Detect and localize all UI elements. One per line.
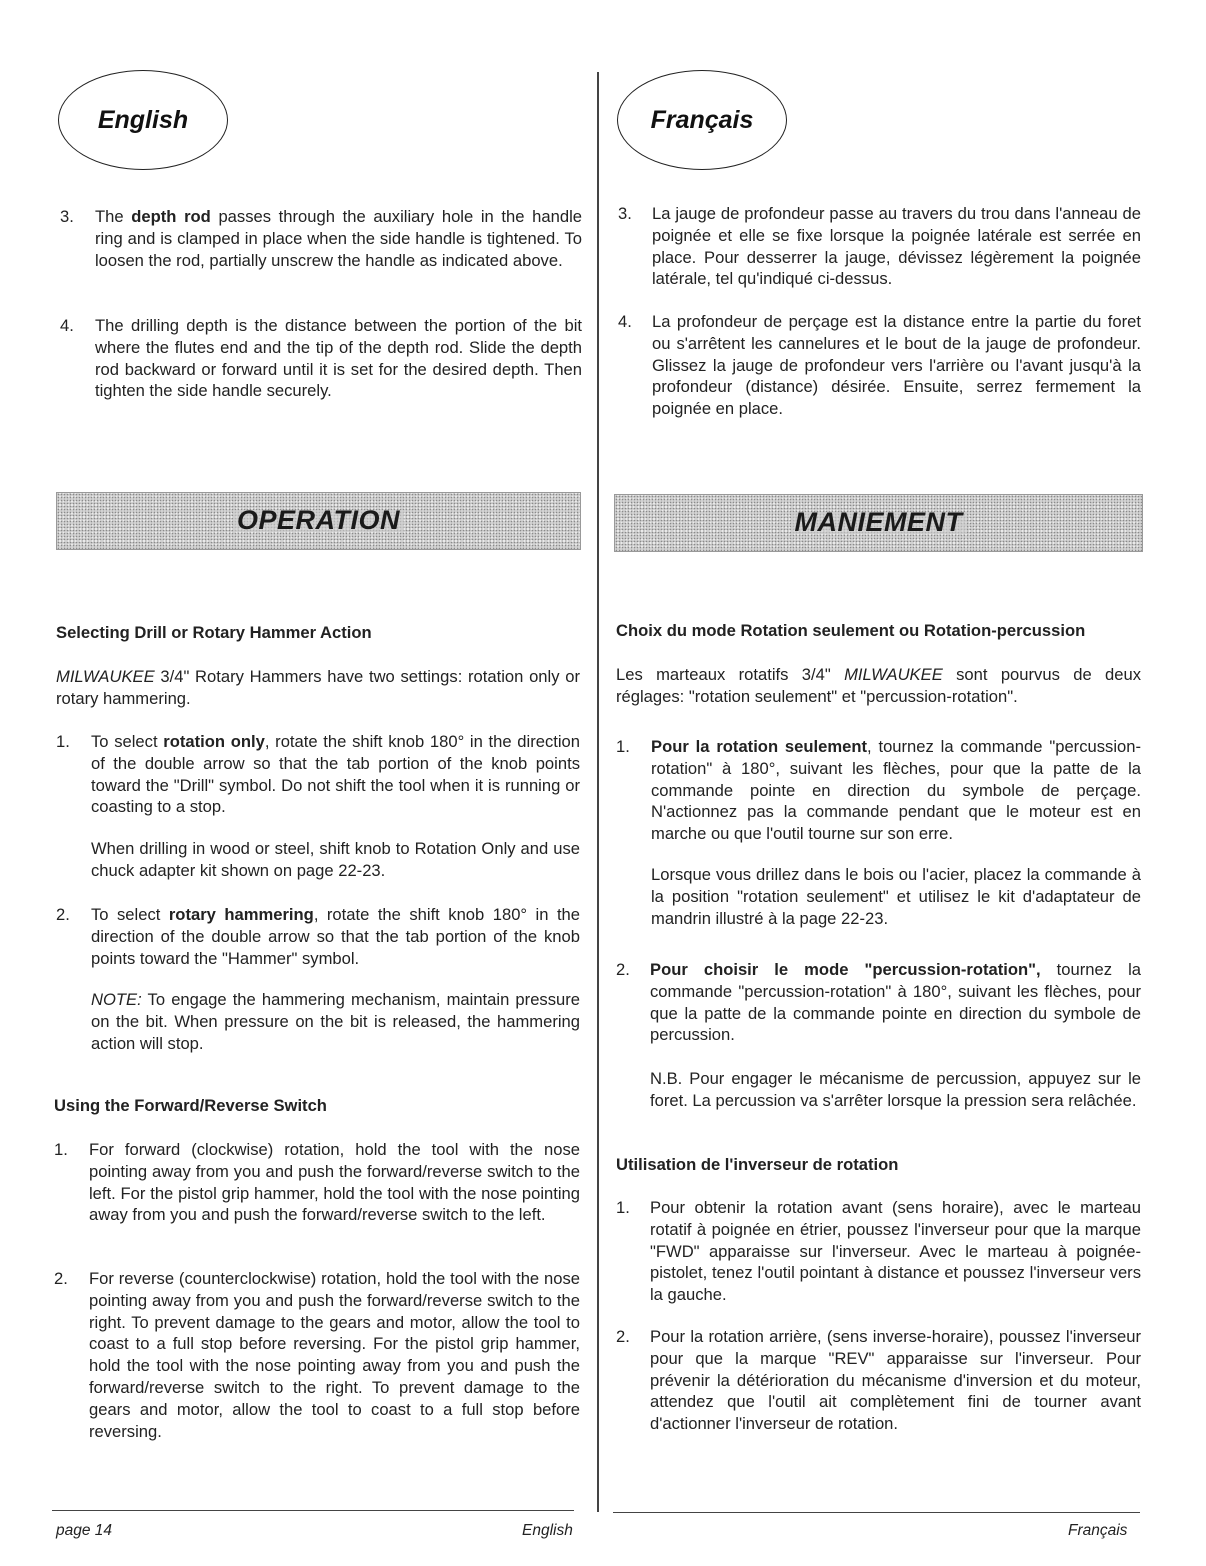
item-number: 1. (56, 732, 70, 751)
maniement-banner (614, 494, 1143, 552)
item-number: 3. (60, 207, 74, 226)
fr-intro-paragraph: Les marteaux rotatifs 3/4" MILWAUKEE sont pourvus de deux réglages: "rotation seulement" et "percussion-rotation". (616, 665, 1142, 706)
brand-name: MILWAUKEE (844, 665, 943, 684)
item-text: Pour obtenir la rotation avant (sens horaire), avec le marteau rotatif à poignée en étrier, poussez l'inverseur pour que la marque "FWD" apparaisse sur l'inverseur. Avec le marteau à poignée-pistolet, tenez l'outil pointant à distance et poussez l'inverseur vers la gauche. (650, 1198, 1141, 1305)
french-label: Français (650, 105, 754, 134)
english-label: English (97, 105, 189, 134)
item-text: To select rotation only, rotate the shift knob 180° in the direction of the double arrow so that the tab portion of the knob points toward the "Drill" symbol. Do not shift the tool when it is running or coasting to a stop. (91, 732, 581, 817)
french-language-oval (617, 70, 787, 170)
item-text: La jauge de profondeur passe au travers du trou dans l'anneau de poignée et elle se fixe lorsque la poignée latérale est serrée en place. Pour desserrer la jauge, dévissez légèrement la poignée latérale, tel qu'indiqué ci-dessus. (652, 204, 1141, 289)
banner-title: OPERATION (233, 510, 404, 532)
item-number: 2. (616, 960, 630, 979)
item-text: For forward (clockwise) rotation, hold the tool with the nose pointing away from you and push the forward/reverse switch to the left. For the pistol grip hammer, hold the tool with the nose pointing away from you and push the forward/reverse switch to the left. (89, 1140, 580, 1225)
item-number: 1. (616, 737, 630, 756)
section-heading-drill-hammer: Selecting Drill or Rotary Hammer Action (56, 623, 372, 642)
item-number: 4. (60, 316, 74, 335)
term-depth-rod: depth rod (131, 207, 211, 226)
column-divider (597, 72, 599, 1512)
fr-note-paragraph: N.B. Pour engager le mécanisme de percussion, appuyez sur le foret. La percussion va s'arrêter lorsque la pression sera relâchée. (650, 1069, 1141, 1110)
en-intro-paragraph: MILWAUKEE 3/4" Rotary Hammers have two settings: rotation only or rotary hammering. (56, 667, 580, 708)
item-number: 2. (56, 905, 70, 924)
item-number: 1. (616, 1198, 630, 1217)
footer-language-english: English (522, 1522, 573, 1539)
item-text: Pour la rotation arrière, (sens inverse-horaire), poussez l'inverseur pour que la marque "REV" apparaisse sur l'inverseur. Pour prévenir la détérioration du mécanisme d'inversion et du moteur, attendez que l'outil ait complètement fini de tourner avant d'actionner l'inverseur de rotation. (650, 1327, 1141, 1434)
brand-name: MILWAUKEE (56, 667, 155, 686)
english-language-oval (58, 70, 228, 170)
item-number: 4. (618, 312, 632, 331)
fr-s1-item-1-note: Lorsque vous drillez dans le bois ou l'acier, placez la commande à la position "rotation seulement" et utilisez le kit d'adaptateur de mandrin illustré à la page 22-23. (651, 865, 1141, 928)
section-heading-inverseur: Utilisation de l'inverseur de rotation (616, 1155, 899, 1174)
item-text: The drilling depth is the distance between the portion of the bit where the flutes end and the tip of the depth rod. Slide the depth rod backward or forward until it is set for the desired depth. Then tighten the side handle securely. (95, 316, 582, 401)
item-text: La profondeur de perçage est la distance entre la partie du foret ou s'arrêtent les cannelures et le bout de la jauge de profondeur. Glissez la jauge de profondeur vers l'arrière ou l'avant jusqu'à la profondeur (distance) désirée. Ensuite, serrez fermement la poignée en place. (652, 312, 1141, 419)
en-s1-item-1-note: When drilling in wood or steel, shift knob to Rotation Only and use chuck adapter kit shown on page 22-23. (91, 839, 580, 880)
page-number: page 14 (56, 1522, 113, 1539)
footer-rule-left (52, 1510, 574, 1511)
operation-banner (56, 492, 581, 550)
item-text: For reverse (counterclockwise) rotation, hold the tool with the nose pointing away from you and push the forward/reverse switch to the right. To prevent damage to the gears and motor, allow the tool to coast to a full stop before reversing. For the pistol grip hammer, hold the tool with the nose pointing away from you and push the forward/reverse switch to the right. To prevent damage to the gears and motor, allow the tool to coast to a full stop before reversing. (89, 1269, 580, 1441)
banner-title: MANIEMENT (791, 512, 967, 534)
item-text: To select rotary hammering, rotate the shift knob 180° in the direction of the double arrow so that the tab portion of the knob points toward the "Hammer" symbol. (91, 905, 581, 968)
section-heading-forward-reverse: Using the Forward/Reverse Switch (54, 1096, 327, 1115)
item-number: 2. (54, 1269, 68, 1288)
item-number: 3. (618, 204, 632, 223)
item-text: Pour la rotation seulement, tournez la commande "percussion-rotation" à 180°, suivant les flèches, pour que la patte de la commande pointe en direction du symbole de perçage. N'actionnez pas la commande pendant que le moteur est en marche ou que l'outil tourne sur son erre. (651, 737, 1141, 844)
section-heading-choix-mode: Choix du mode Rotation seulement ou Rotation-percussion (616, 621, 1086, 640)
footer-rule-right (613, 1512, 1140, 1513)
en-note-paragraph: NOTE: To engage the hammering mechanism, maintain pressure on the bit. When pressure on the bit is released, the hammering action will stop. (91, 990, 580, 1053)
footer-language-french: Français (1068, 1522, 1128, 1539)
item-text: Pour choisir le mode "percussion-rotation", tournez la commande "percussion-rotation" à 180°, suivant les flèches, pour que la patte de la commande pointe en direction du symbole de percussion. (650, 960, 1141, 1045)
item-number: 1. (54, 1140, 68, 1159)
item-number: 2. (616, 1327, 630, 1346)
item-text: The depth rod passes through the auxiliary hole in the handle ring and is clamped in place when the side handle is tightened. To loosen the rod, partially unscrew the handle as indicated above. (95, 207, 582, 270)
